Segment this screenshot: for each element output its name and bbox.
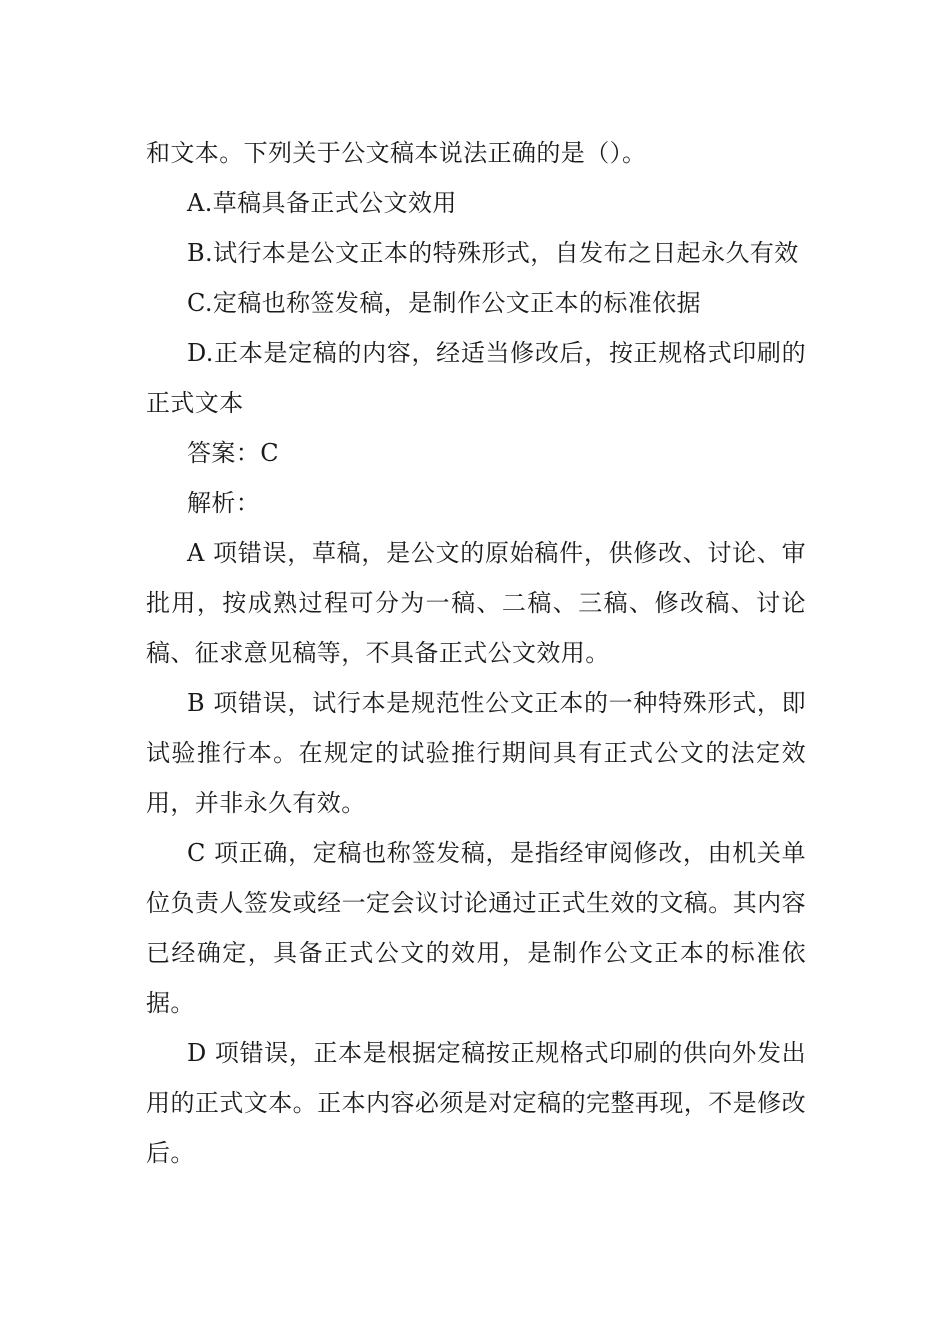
document-body <box>146 128 806 1178</box>
analysis-c: C 项正确，定稿也称签发稿，是指经审阅修改，由机关单位负责人签发或经一定会议讨论通过正式生效的文稿。其内容已经确定，具备正式公文的效用，是制作公文正本的标准依据。 <box>146 839 806 1017</box>
option-d: D.正本是定稿的内容，经适当修改后，按正规格式印刷的正式文本 <box>146 339 806 417</box>
answer-line: 答案：C <box>187 439 279 467</box>
analysis-d: D 项错误，正本是根据定稿按正规格式印刷的供向外发出用的正式文本。正本内容必须是对定稿的完整再现，不是修改后。 <box>146 1039 806 1167</box>
analysis-label: 解析： <box>187 489 261 517</box>
option-c: C.定稿也称签发稿，是制作公文正本的标准依据 <box>187 289 701 317</box>
option-a: A.草稿具备正式公文效用 <box>187 189 457 217</box>
analysis-a: A 项错误，草稿，是公文的原始稿件，供修改、讨论、审批用，按成熟过程可分为一稿、二稿、三稿、修改稿、讨论稿、征求意见稿等，不具备正式公文效用。 <box>146 539 806 667</box>
analysis-b: B 项错误，试行本是规范性公文正本的一种特殊形式，即试验推行本。在规定的试验推行期间具有正式公文的法定效用，并非永久有效。 <box>146 689 806 817</box>
option-b: B.试行本是公文正本的特殊形式，自发布之日起永久有效 <box>187 239 799 267</box>
question-text: 和文本。下列关于公文稿本说法正确的是（）。 <box>146 139 647 167</box>
